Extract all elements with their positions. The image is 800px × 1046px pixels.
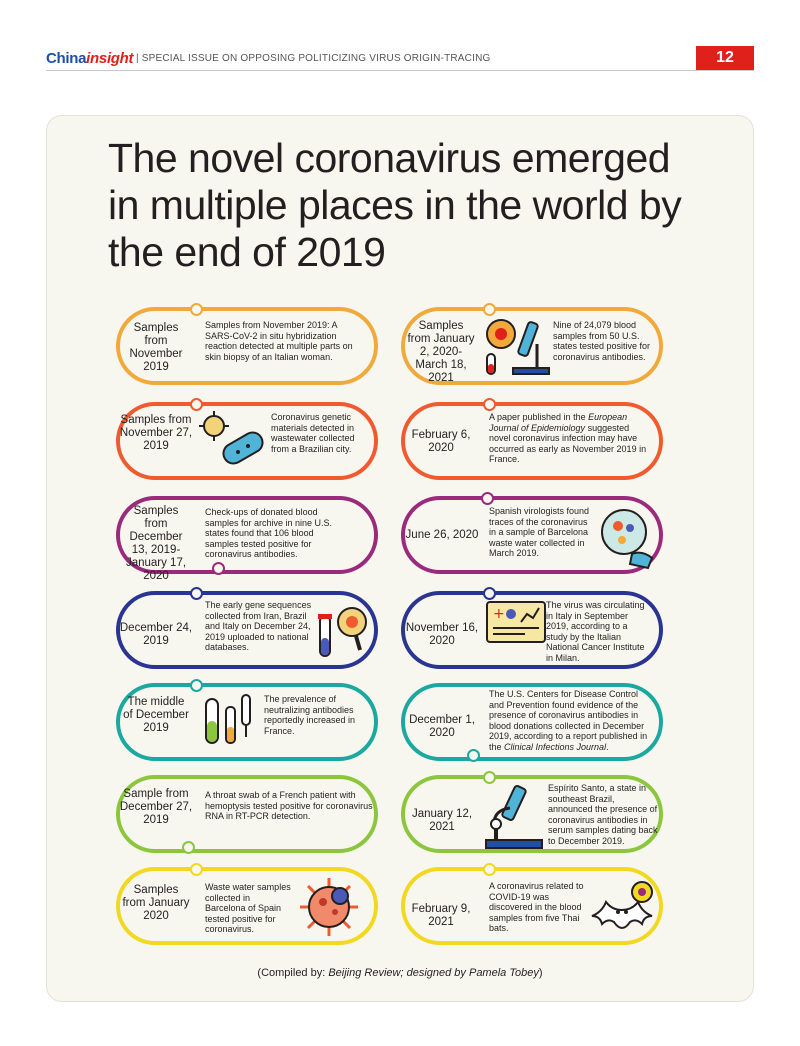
section-title: | SPECIAL ISSUE ON OPPOSING POLITICIZING VIRUS ORIGIN-TRACING — [136, 53, 491, 64]
svg-text:+: + — [493, 606, 505, 622]
card-date: February 6, 2020 — [411, 429, 471, 454]
header-bar — [46, 48, 754, 71]
card-text: A paper published in the European Journal of Epidemiology suggested novel coronavirus infection may have occurred as early as November 2019 in France. — [489, 412, 647, 464]
card-text: The prevalence of neutralizing antibodies reportedly increased in France. — [264, 694, 356, 736]
card-date: Samples from December 13, 2019-January 17, 2020 — [125, 505, 187, 582]
card-date: Samples from January 2020 — [122, 884, 190, 922]
card-text: The U.S. Centers for Disease Control and Prevention found evidence of the presence of coronavirus antibodies in blood donations collected in December 2019, according to a report published in the Clinical Infections Journal. — [489, 689, 648, 752]
lab-tubes-icon — [202, 689, 256, 753]
credit-line: (Compiled by: Beijing Review; designed by Pamela Tobey) — [257, 967, 543, 979]
card-text: Espírito Santo, a state in southeast Brazil, announced the presence of coronavirus antibodies in serum samples dating back to December 2019. — [548, 783, 658, 846]
card-date: December 1, 2020 — [409, 714, 475, 739]
card-date: Samples from January 2, 2020-March 18, 2021 — [407, 320, 475, 384]
card-text: Nine of 24,079 blood samples from 50 U.S. states tested positive for coronavirus antibodies. — [553, 320, 651, 362]
card-text: A throat swab of a French patient with hemoptysis tested positive for coronavirus RNA in RT-PCR detection. — [205, 790, 373, 821]
page-title: The novel coronavirus emerged in multiple places in the world by the end of 2019 — [108, 135, 682, 275]
card-date: The middle of December 2019 — [123, 696, 189, 734]
test-tube-magnifier-icon — [316, 602, 372, 664]
card-date: Samples from November 2019 — [129, 322, 183, 373]
card-text: Coronavirus genetic materials detected in wastewater collected from a Brazilian city. — [271, 412, 355, 454]
microscope-virus-icon — [479, 314, 551, 378]
card-text: Waste water samples collected in Barcelona of Spain tested positive for coronavirus. — [205, 882, 291, 934]
petri-dish-icon — [592, 504, 658, 570]
card-date: December 24, 2019 — [119, 622, 193, 647]
card-text: Samples from November 2019: A SARS-CoV-2 in situ hybridization reaction detected at multiple parts on skin biopsy of an Italian woman. — [205, 320, 353, 362]
card-text: The early gene sequences collected from Iran, Brazil and Italy on December 24, 2019 uploaded to national databases. — [205, 600, 312, 652]
card-text: A coronavirus related to COVID-19 was discovered in the blood samples from five Thai bats. — [489, 881, 584, 933]
virus-icon — [296, 874, 362, 940]
microscope-icon — [482, 784, 544, 850]
card-date: January 12, 2021 — [411, 808, 473, 833]
card-date: February 9, 2021 — [411, 903, 471, 928]
card-text: The virus was circulating in Italy in September 2019, according to a study by the Italian National Cancer Institute in Milan. — [546, 600, 645, 663]
card-date: November 16, 2020 — [405, 622, 479, 647]
card-text: Spanish virologists found traces of the coronavirus in a sample of Barcelona waste water collected in March 2019. — [489, 506, 590, 558]
card-date: June 26, 2020 — [405, 529, 479, 541]
bacteria-icon — [198, 408, 268, 474]
page-number: 12 — [696, 46, 754, 70]
card-text: Check-ups of donated blood samples for archive in nine U.S. states found that 106 blood samples tested positive for coronavirus antibodies. — [205, 507, 333, 559]
card-date: Samples from November 27, 2019 — [119, 414, 193, 452]
card-date: Sample from December 27, 2019 — [119, 788, 193, 826]
bat-icon — [588, 878, 658, 938]
brand-logo: Chinainsight — [46, 50, 134, 67]
